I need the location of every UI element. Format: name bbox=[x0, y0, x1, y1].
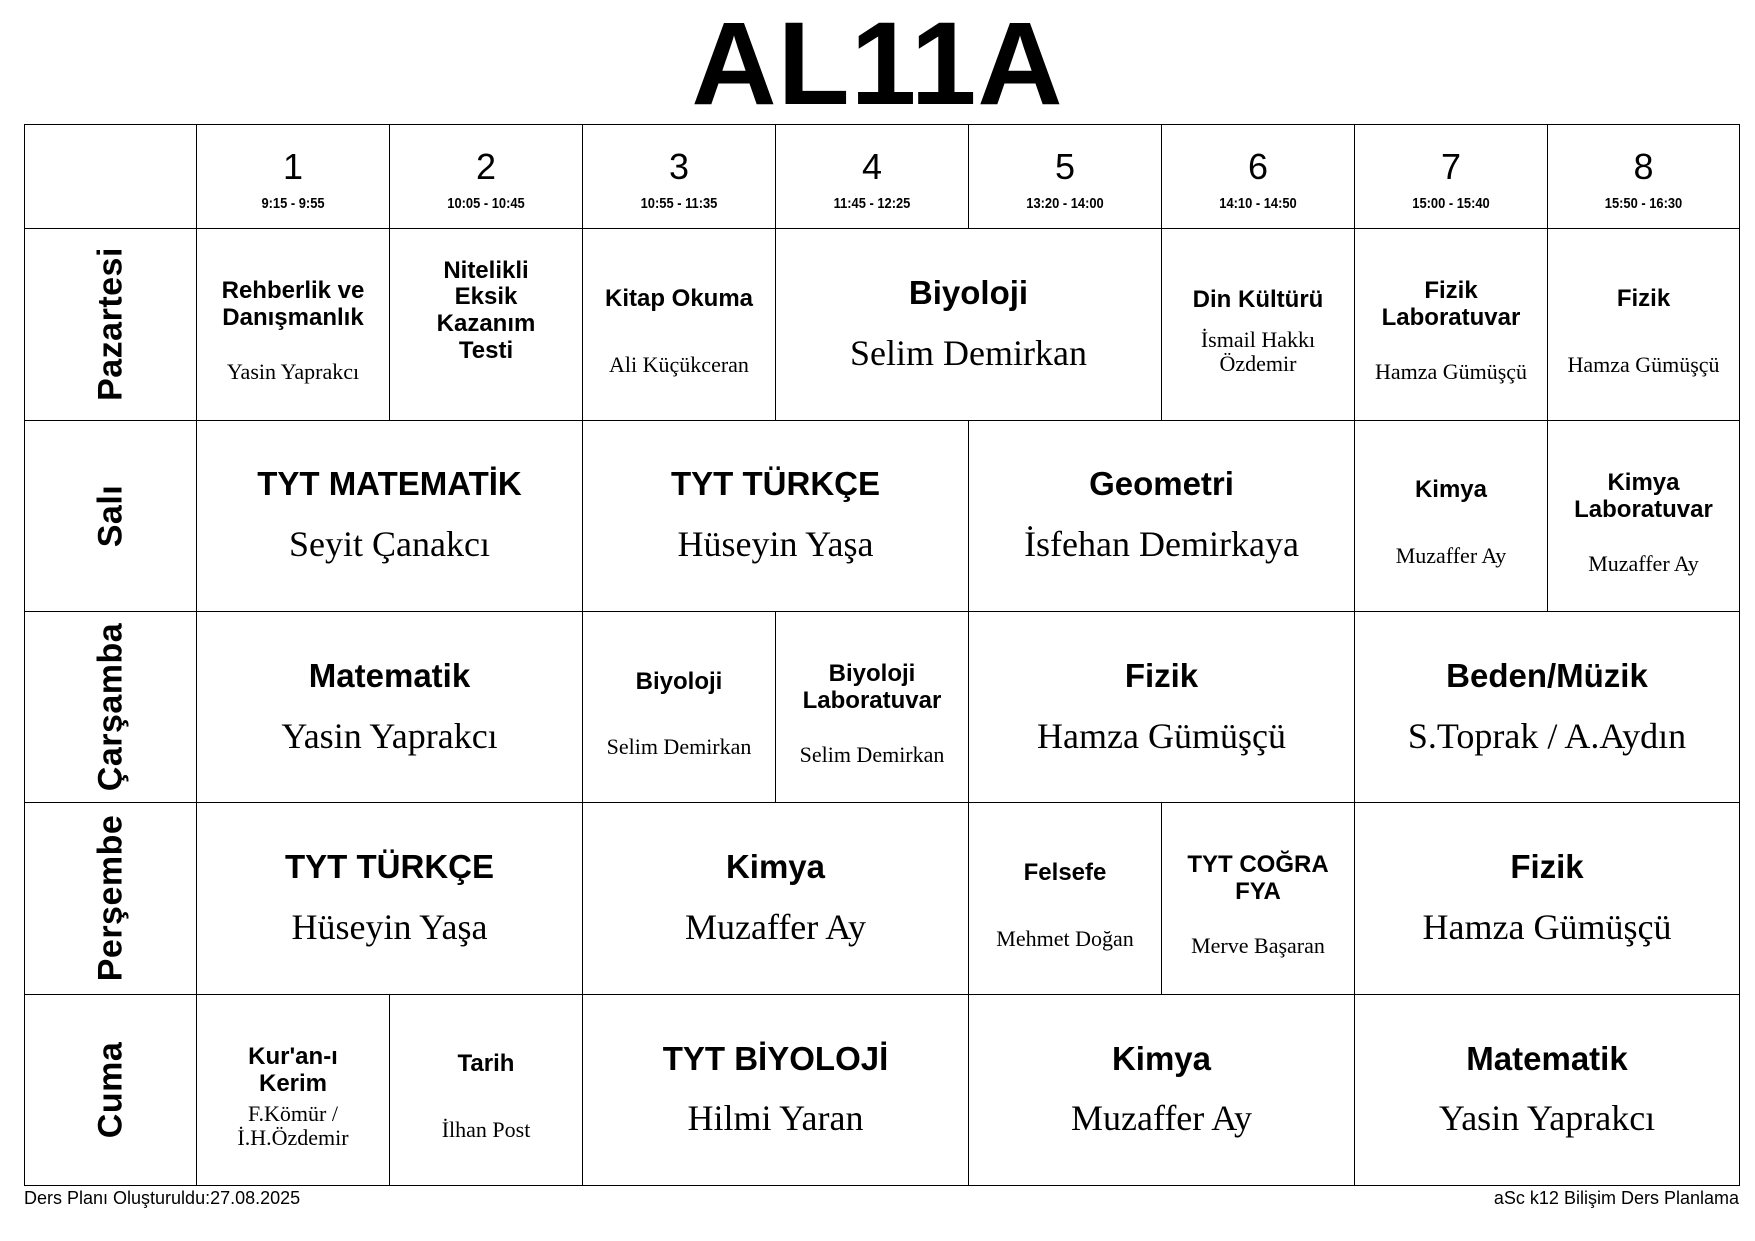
day-row-carsamba bbox=[25, 611, 1740, 802]
lesson-subject: Tarih bbox=[457, 1050, 515, 1078]
period-time: 15:00 - 15:40 bbox=[1412, 195, 1490, 213]
lesson-cell bbox=[776, 229, 1162, 420]
lesson-cell bbox=[969, 611, 1355, 802]
lesson-subject: Fizik bbox=[1124, 656, 1199, 694]
lesson-subject: Fizik Laboratuvar bbox=[1381, 277, 1521, 332]
lesson-subject: TYT MATEMATİK bbox=[257, 465, 522, 503]
period-number: 5 bbox=[1054, 146, 1076, 188]
lesson-subject: Biyoloji bbox=[908, 274, 1029, 312]
lesson-cell bbox=[1162, 229, 1355, 420]
day-label-cell bbox=[25, 420, 197, 611]
lesson-teacher: Muzaffer Ay bbox=[1071, 1098, 1252, 1139]
lesson-teacher: Hamza Gümüşçü bbox=[1567, 351, 1720, 377]
day-label-cell bbox=[25, 611, 197, 802]
period-header bbox=[583, 125, 776, 229]
period-number: 4 bbox=[861, 146, 883, 188]
period-time: 14:10 - 14:50 bbox=[1219, 195, 1297, 213]
lesson-subject: Geometri bbox=[1089, 465, 1234, 503]
day-row-persembe bbox=[25, 803, 1740, 994]
footer-created-date: Ders Planı Oluşturuldu:27.08.2025 bbox=[24, 1188, 301, 1208]
lesson-subject: Fizik bbox=[1616, 284, 1671, 312]
period-header bbox=[1548, 125, 1740, 229]
lesson-cell bbox=[1162, 803, 1355, 994]
lesson-teacher: Selim Demirkan bbox=[850, 333, 1087, 374]
lesson-subject: Kimya bbox=[1111, 1039, 1212, 1077]
lesson-cell bbox=[1355, 229, 1548, 420]
lesson-teacher: Yasin Yaprakcı bbox=[281, 715, 498, 756]
lesson-teacher: Yasin Yaprakcı bbox=[226, 359, 360, 385]
lesson-subject: Rehberlik ve Danışmanlık bbox=[221, 277, 365, 332]
period-time: 9:15 - 9:55 bbox=[261, 195, 325, 213]
day-label: Perşembe bbox=[91, 815, 129, 982]
lesson-subject: TYT COĞRAFYA bbox=[1187, 851, 1329, 906]
period-time: 10:05 - 10:45 bbox=[447, 195, 525, 213]
day-label-cell bbox=[25, 229, 197, 420]
lesson-subject: Kimya bbox=[725, 848, 826, 886]
period-time: 13:20 - 14:00 bbox=[1026, 195, 1104, 213]
period-number: 7 bbox=[1440, 146, 1462, 188]
period-number: 2 bbox=[475, 146, 497, 188]
lesson-subject: TYT BİYOLOJİ bbox=[662, 1039, 889, 1077]
lesson-cell bbox=[776, 611, 969, 802]
lesson-teacher: Merve Başaran bbox=[1191, 933, 1325, 959]
lesson-teacher: İsfehan Demirkaya bbox=[1024, 524, 1299, 565]
day-label: Salı bbox=[91, 484, 129, 547]
lesson-cell bbox=[1548, 420, 1740, 611]
lesson-cell bbox=[1548, 229, 1740, 420]
day-row-sali bbox=[25, 420, 1740, 611]
period-header bbox=[969, 125, 1162, 229]
lesson-teacher: Seyit Çanakcı bbox=[289, 524, 490, 565]
lesson-teacher: S.Toprak / A.Aydın bbox=[1407, 715, 1687, 756]
lesson-subject: Kimya bbox=[1414, 476, 1488, 504]
lesson-teacher: Hamza Gümüşçü bbox=[1374, 359, 1528, 385]
lesson-teacher: Selim Demirkan bbox=[799, 741, 945, 767]
lesson-teacher: Selim Demirkan bbox=[606, 734, 752, 760]
lesson-subject: Biyoloji Laboratuvar bbox=[802, 660, 942, 714]
day-label-cell bbox=[25, 803, 197, 994]
period-number: 8 bbox=[1633, 146, 1654, 188]
day-label: Pazartesi bbox=[91, 247, 129, 402]
lesson-cell bbox=[583, 611, 776, 802]
lesson-teacher: F.Kömür / İ.H.Özdemir bbox=[237, 1100, 349, 1150]
lesson-cell bbox=[969, 803, 1162, 994]
lesson-cell bbox=[583, 420, 969, 611]
lesson-teacher: Muzaffer Ay bbox=[1588, 550, 1699, 576]
lesson-teacher: Muzaffer Ay bbox=[1395, 543, 1507, 569]
lesson-teacher: Muzaffer Ay bbox=[685, 907, 866, 948]
lesson-subject: Biyoloji bbox=[635, 667, 723, 695]
lesson-teacher: Hilmi Yaran bbox=[687, 1098, 864, 1139]
period-number: 1 bbox=[282, 146, 304, 188]
period-header bbox=[390, 125, 583, 229]
corner-cell bbox=[25, 125, 197, 229]
footer-software-credit: aSc k12 Bilişim Ders Planlama bbox=[1493, 1188, 1739, 1208]
lesson-subject: Kimya Laboratuvar bbox=[1574, 468, 1713, 523]
lesson-cell bbox=[197, 229, 390, 420]
lesson-subject: TYT TÜRKÇE bbox=[285, 848, 494, 886]
period-header bbox=[197, 125, 390, 229]
lesson-cell bbox=[197, 994, 390, 1185]
period-number: 6 bbox=[1247, 146, 1269, 188]
lesson-subject: Nitelikli Eksik Kazanım Testi bbox=[436, 256, 536, 365]
lesson-subject: Kur'an-ı Kerim bbox=[248, 1042, 338, 1097]
lesson-subject: Din Kültürü bbox=[1192, 285, 1324, 313]
period-number: 3 bbox=[668, 146, 690, 188]
lesson-subject: Matematik bbox=[1466, 1039, 1628, 1077]
lesson-cell bbox=[390, 994, 583, 1185]
period-time: 11:45 - 12:25 bbox=[833, 195, 911, 213]
day-label: Çarşamba bbox=[91, 622, 129, 792]
lesson-teacher: Yasin Yaprakcı bbox=[1438, 1098, 1656, 1139]
lesson-cell bbox=[1355, 994, 1740, 1185]
period-header bbox=[1355, 125, 1548, 229]
lesson-subject: Fizik bbox=[1510, 848, 1584, 886]
lesson-cell bbox=[197, 803, 583, 994]
lesson-cell bbox=[583, 803, 969, 994]
day-row-pazartesi bbox=[25, 229, 1740, 420]
lesson-cell bbox=[1355, 611, 1740, 802]
period-time: 15:50 - 16:30 bbox=[1604, 195, 1683, 213]
lesson-subject: Matematik bbox=[308, 656, 471, 694]
lesson-teacher: İsmail Hakkı Özdemir bbox=[1200, 326, 1316, 376]
lesson-cell bbox=[390, 229, 583, 420]
lesson-cell bbox=[1355, 803, 1740, 994]
lesson-teacher: Hüseyin Yaşa bbox=[291, 907, 488, 948]
lesson-cell bbox=[583, 994, 969, 1185]
lesson-cell bbox=[1355, 420, 1548, 611]
lesson-teacher: İlhan Post bbox=[441, 1117, 531, 1143]
day-label-cell bbox=[25, 994, 197, 1185]
timetable bbox=[24, 124, 1740, 1186]
lesson-teacher: Hüseyin Yaşa bbox=[677, 524, 874, 565]
period-time: 10:55 - 11:35 bbox=[640, 195, 718, 213]
page-title: AL11A bbox=[691, 0, 1064, 130]
lesson-cell bbox=[969, 420, 1355, 611]
lesson-teacher: Mehmet Doğan bbox=[996, 925, 1134, 951]
lesson-cell bbox=[969, 994, 1355, 1185]
day-row-cuma bbox=[25, 994, 1740, 1185]
period-header-row bbox=[25, 125, 1740, 229]
lesson-teacher: Hamza Gümüşçü bbox=[1422, 907, 1672, 948]
lesson-cell bbox=[583, 229, 776, 420]
lesson-subject: TYT TÜRKÇE bbox=[671, 465, 880, 503]
lesson-subject: Beden/Müzik bbox=[1446, 656, 1648, 694]
lesson-cell bbox=[197, 420, 583, 611]
lesson-cell bbox=[197, 611, 583, 802]
lesson-teacher: Hamza Gümüşçü bbox=[1037, 715, 1286, 756]
lesson-teacher: Ali Küçükceran bbox=[609, 351, 749, 377]
period-header bbox=[1162, 125, 1355, 229]
lesson-subject: Felsefe bbox=[1023, 858, 1107, 886]
lesson-subject: Kitap Okuma bbox=[604, 284, 754, 312]
period-header bbox=[776, 125, 969, 229]
day-label: Cuma bbox=[91, 1041, 129, 1139]
